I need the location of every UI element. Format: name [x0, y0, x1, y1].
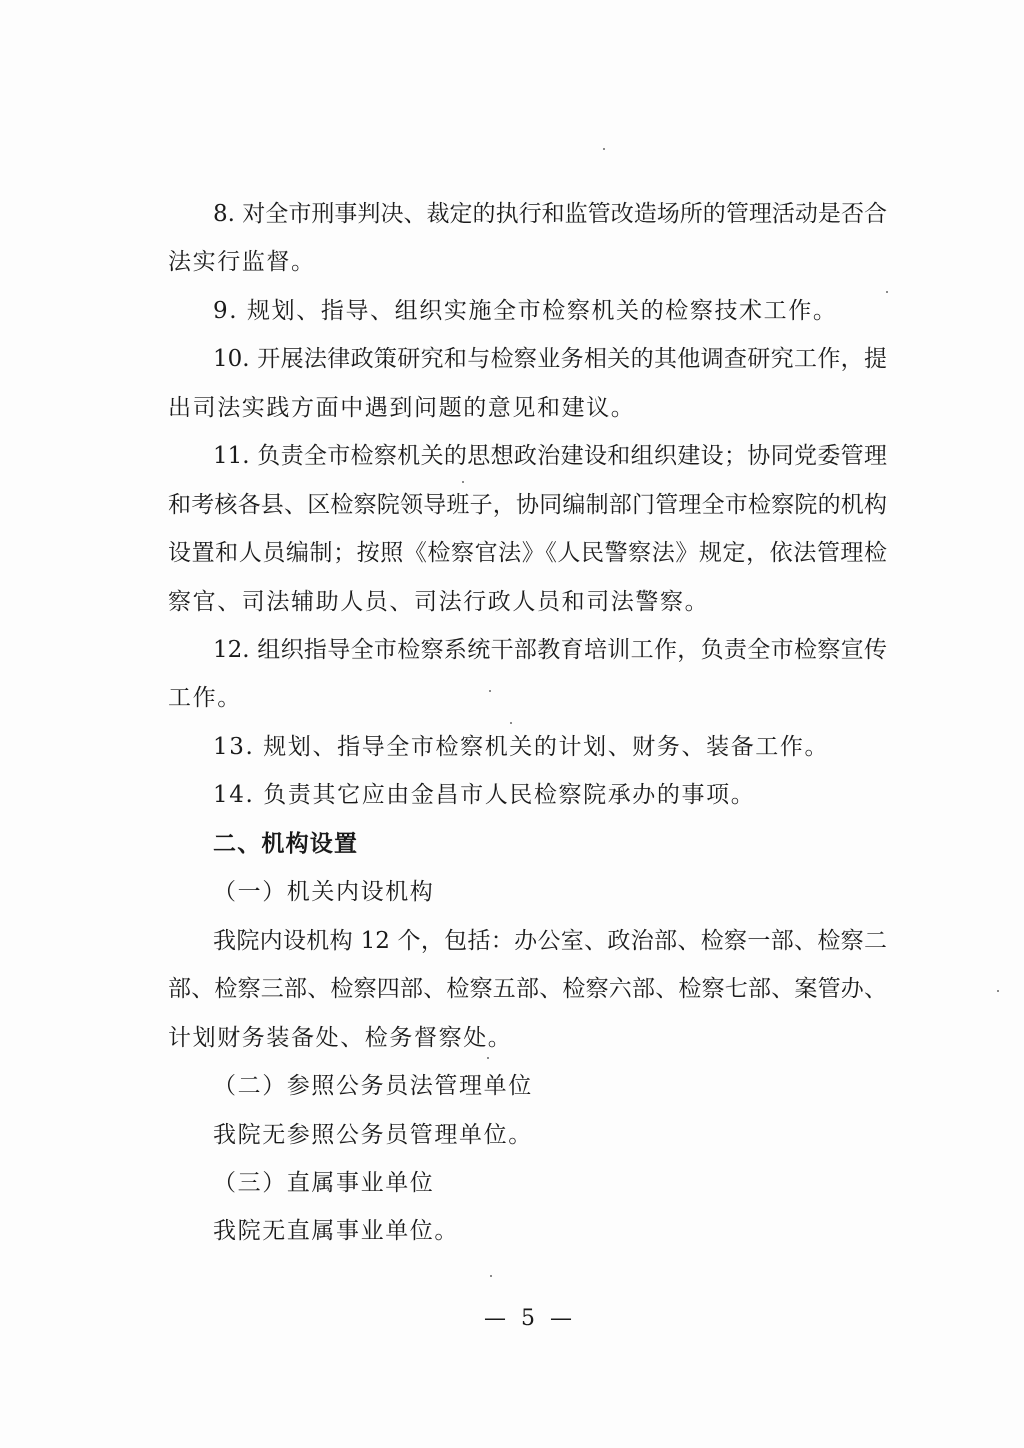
- subsection-2-text: 我院无参照公务员管理单位。: [213, 1122, 533, 1148]
- subsection-1-heading: （一）机关内设机构: [213, 879, 435, 905]
- page-number: — 5 —: [484, 1306, 576, 1331]
- subsection-3-heading: （三）直属事业单位: [213, 1170, 435, 1196]
- scan-speck: [603, 148, 605, 150]
- item-13-line-1: 13. 规划、指导全市检察机关的计划、财务、装备工作。: [213, 734, 830, 760]
- subsection-1-line-3: 计划财务装备处、检务督察处。: [168, 1025, 513, 1051]
- item-12-line-1: 12. 组织指导全市检察系统干部教育培训工作，负责全市检察宣传: [213, 637, 887, 663]
- item-10-line-2: 出司法实践方面中遇到问题的意见和建议。: [168, 395, 636, 421]
- item-11-line-3: 设置和人员编制；按照《检察官法》《人民警察法》规定，依法管理检: [168, 540, 887, 566]
- scan-speck: [997, 990, 999, 992]
- scan-speck: [487, 1057, 489, 1059]
- scan-speck: [886, 291, 888, 293]
- scan-speck: [489, 690, 491, 692]
- item-11-line-2: 和考核各县、区检察院领导班子，协同编制部门管理全市检察院的机构: [168, 492, 887, 518]
- subsection-1-line-1: 我院内设机构 12 个，包括：办公室、政治部、检察一部、检察二: [213, 928, 887, 954]
- section-heading: 二、机构设置: [213, 831, 359, 857]
- scan-speck: [510, 722, 512, 724]
- item-10-line-1: 10. 开展法律政策研究和与检察业务相关的其他调查研究工作，提: [213, 346, 887, 372]
- subsection-2-heading: （二）参照公务员法管理单位: [213, 1073, 533, 1099]
- item-12-line-2: 工作。: [168, 685, 242, 711]
- item-8-line-1: 8. 对全市刑事判决、裁定的执行和监管改造场所的管理活动是否合: [213, 201, 887, 227]
- subsection-1-line-2: 部、检察三部、检察四部、检察五部、检察六部、检察七部、案管办、: [168, 976, 887, 1002]
- scan-speck: [490, 1275, 492, 1277]
- item-8-line-2: 法实行监督。: [168, 249, 316, 275]
- item-14-line-1: 14. 负责其它应由金昌市人民检察院承办的事项。: [213, 782, 756, 808]
- item-11-line-4: 察官、司法辅助人员、司法行政人员和司法警察。: [168, 589, 710, 615]
- item-11-line-1: 11. 负责全市检察机关的思想政治建设和组织建设；协同党委管理: [213, 443, 887, 469]
- item-9-line-1: 9. 规划、指导、组织实施全市检察机关的检察技术工作。: [213, 298, 838, 324]
- subsection-3-text: 我院无直属事业单位。: [213, 1218, 459, 1244]
- scan-speck: [462, 481, 464, 483]
